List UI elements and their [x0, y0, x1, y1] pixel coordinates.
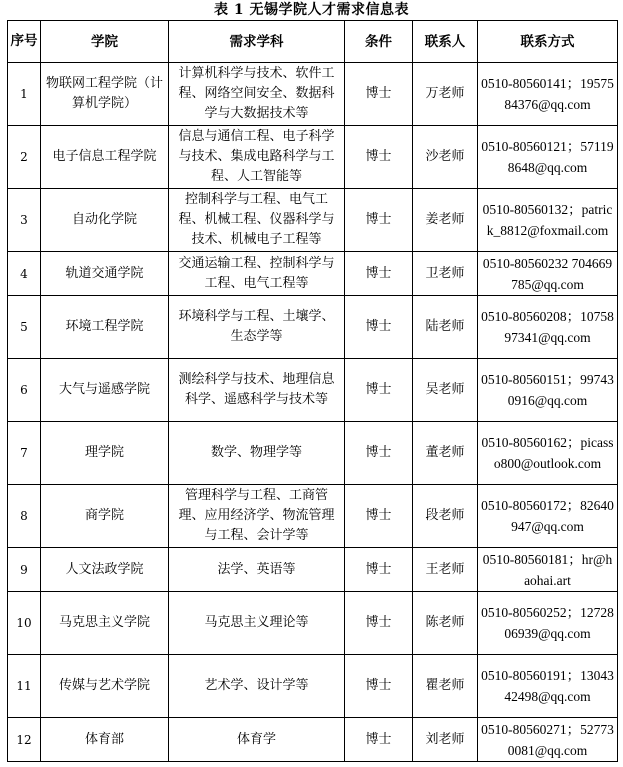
contact-info: 0510-80560252；1272806939@qq.com [478, 592, 618, 655]
header-contact-info: 联系方式 [478, 21, 618, 63]
contact-info: 0510-80560181；hr@haohai.art [478, 548, 618, 592]
contact-person: 沙老师 [413, 126, 478, 189]
degree-condition: 博士 [345, 718, 413, 762]
table-row [8, 592, 618, 655]
talent-demand-table [7, 20, 618, 762]
degree-condition: 博士 [345, 592, 413, 655]
contact-person: 陆老师 [413, 296, 478, 359]
contact-person: 董老师 [413, 422, 478, 485]
table-row [8, 422, 618, 485]
table-row [8, 63, 618, 126]
contact-info: 0510-80560151；997430916@qq.com [478, 359, 618, 422]
table-header-row [8, 21, 618, 63]
required-subjects: 控制科学与工程、电气工程、机械工程、仪器科学与技术、机械电子工程等 [169, 189, 345, 252]
contact-person: 吴老师 [413, 359, 478, 422]
row-number: 9 [8, 548, 41, 592]
header-no [8, 21, 41, 63]
degree-condition: 博士 [345, 126, 413, 189]
row-number: 2 [8, 126, 41, 189]
contact-person: 陈老师 [413, 592, 478, 655]
degree-condition: 博士 [345, 189, 413, 252]
contact-person: 姜老师 [413, 189, 478, 252]
table-body [8, 63, 618, 762]
table-row [8, 252, 618, 296]
table-caption: 表 1 无锡学院人才需求信息表 [214, 2, 409, 18]
college-name: 理学院 [41, 422, 169, 485]
degree-condition: 博士 [345, 296, 413, 359]
table-row [8, 485, 618, 548]
degree-condition: 博士 [345, 422, 413, 485]
required-subjects: 信息与通信工程、电子科学与技术、集成电路科学与工程、人工智能等 [169, 126, 345, 189]
row-number: 5 [8, 296, 41, 359]
required-subjects: 艺术学、设计学等 [169, 655, 345, 718]
contact-person: 刘老师 [413, 718, 478, 762]
table-row [8, 655, 618, 718]
contact-person: 王老师 [413, 548, 478, 592]
row-number: 11 [8, 655, 41, 718]
header-contact-person: 联系人 [413, 21, 478, 63]
degree-condition: 博士 [345, 359, 413, 422]
contact-info: 0510-80560172；82640947@qq.com [478, 485, 618, 548]
college-name: 轨道交通学院 [41, 252, 169, 296]
row-number: 3 [8, 189, 41, 252]
degree-condition: 博士 [345, 252, 413, 296]
contact-person: 瞿老师 [413, 655, 478, 718]
contact-info: 0510-80560191；1304342498@qq.com [478, 655, 618, 718]
table-row [8, 718, 618, 762]
row-number: 6 [8, 359, 41, 422]
required-subjects: 测绘科学与技术、地理信息科学、遥感科学与技术等 [169, 359, 345, 422]
degree-condition: 博士 [345, 655, 413, 718]
row-number: 10 [8, 592, 41, 655]
required-subjects: 法学、英语等 [169, 548, 345, 592]
contact-person: 段老师 [413, 485, 478, 548]
table-row [8, 126, 618, 189]
required-subjects: 计算机科学与技术、软件工程、网络空间安全、数据科学与大数据技术等 [169, 63, 345, 126]
row-number: 12 [8, 718, 41, 762]
table-row [8, 359, 618, 422]
contact-info: 0510-80560141；1957584376@qq.com [478, 63, 618, 126]
college-name: 物联网工程学院（计算机学院） [41, 63, 169, 126]
degree-condition: 博士 [345, 485, 413, 548]
contact-info: 0510-80560121；571198648@qq.com [478, 126, 618, 189]
college-name: 环境工程学院 [41, 296, 169, 359]
header-condition: 条件 [345, 21, 413, 63]
college-name: 体育部 [41, 718, 169, 762]
contact-info: 0510-80560208；1075897341@qq.com [478, 296, 618, 359]
row-number: 8 [8, 485, 41, 548]
college-name: 商学院 [41, 485, 169, 548]
college-name: 传媒与艺术学院 [41, 655, 169, 718]
header-subject: 需求学科 [169, 21, 345, 63]
college-name: 自动化学院 [41, 189, 169, 252]
degree-condition: 博士 [345, 63, 413, 126]
college-name: 马克思主义学院 [41, 592, 169, 655]
contact-info: 0510-80560271；527730081@qq.com [478, 718, 618, 762]
contact-person: 万老师 [413, 63, 478, 126]
header-no-label: 序号 [10, 33, 38, 49]
college-name: 电子信息工程学院 [41, 126, 169, 189]
degree-condition: 博士 [345, 548, 413, 592]
table-row [8, 548, 618, 592]
row-number: 7 [8, 422, 41, 485]
contact-info: 0510-80560162；picasso800@outlook.com [478, 422, 618, 485]
header-college: 学院 [41, 21, 169, 63]
required-subjects: 管理科学与工程、工商管理、应用经济学、物流管理与工程、会计学等 [169, 485, 345, 548]
contact-info: 0510-80560132；patrick_8812@foxmail.com [478, 189, 618, 252]
row-number: 1 [8, 63, 41, 126]
required-subjects: 体育学 [169, 718, 345, 762]
required-subjects: 数学、物理学等 [169, 422, 345, 485]
required-subjects: 交通运输工程、控制科学与工程、电气工程等 [169, 252, 345, 296]
college-name: 人文法政学院 [41, 548, 169, 592]
contact-info: 0510-80560232 704669785@qq.com [478, 252, 618, 296]
required-subjects: 环境科学与工程、土壤学、生态学等 [169, 296, 345, 359]
table-row [8, 189, 618, 252]
required-subjects: 马克思主义理论等 [169, 592, 345, 655]
contact-person: 卫老师 [413, 252, 478, 296]
college-name: 大气与遥感学院 [41, 359, 169, 422]
row-number: 4 [8, 252, 41, 296]
table-row [8, 296, 618, 359]
